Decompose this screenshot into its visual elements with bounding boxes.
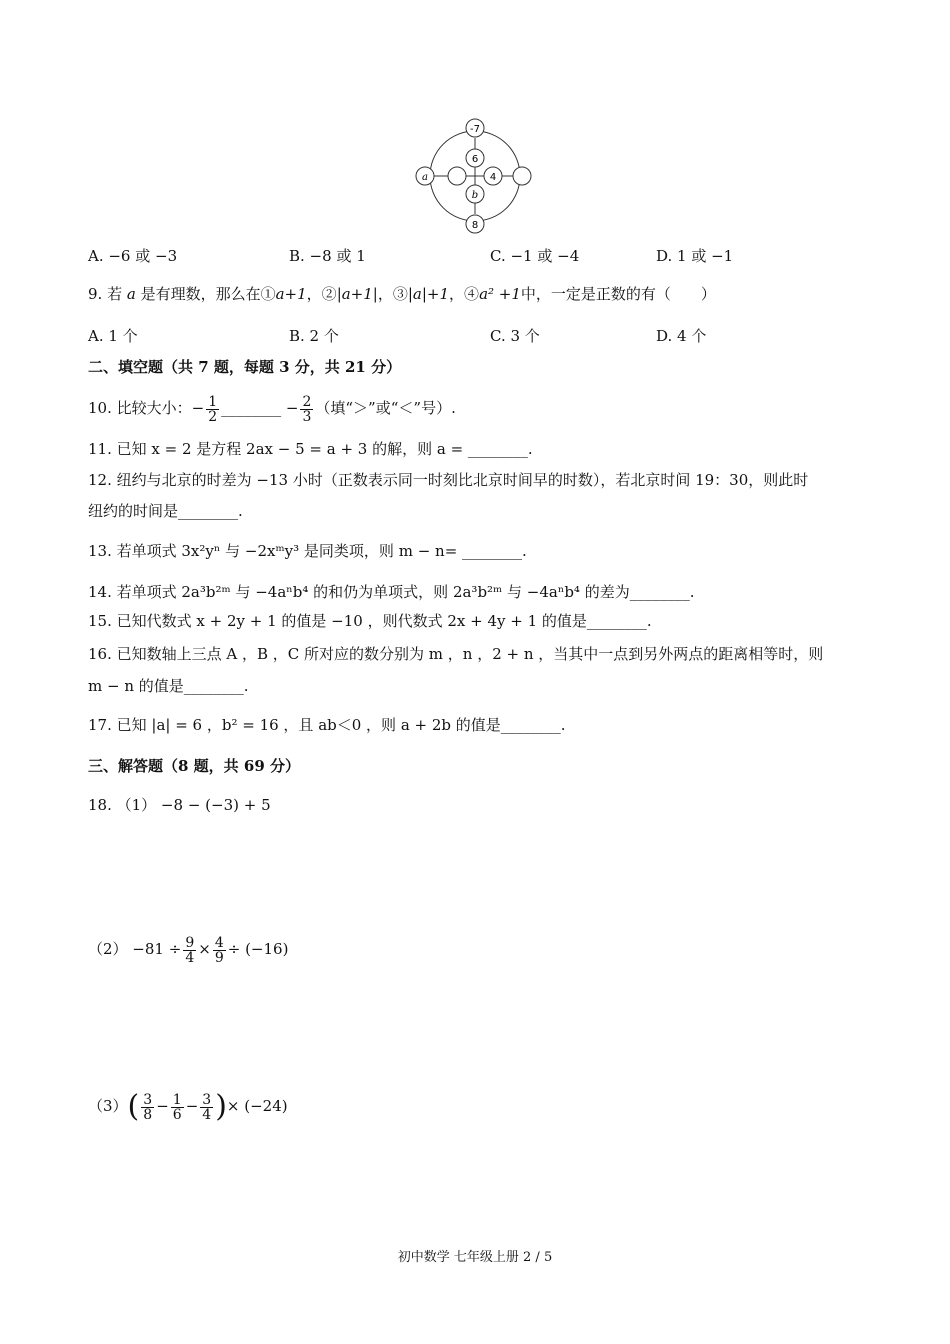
q18-2-suffix: ÷ (−16) — [227, 940, 289, 958]
q18-2-f2-denominator: 9 — [214, 949, 224, 966]
figure-center-label: b — [471, 190, 479, 201]
q9-option-c: C. 3 个 — [490, 327, 540, 345]
q9-sep-2: ，③ — [377, 285, 408, 303]
question-12-line-2: 纽约的时间是________. — [88, 502, 243, 520]
q18-2-f1-denominator: 4 — [185, 949, 195, 966]
q9-tail: 中，一定是正数的有（ ） — [520, 285, 716, 303]
q18-3-fraction-1 — [141, 1093, 154, 1122]
q9-expr-1: a+1 — [275, 285, 307, 303]
q18-3-minus-2: − — [185, 1097, 199, 1115]
q8-option-d: D. 1 或 −1 — [656, 247, 734, 265]
question-10 — [88, 388, 456, 428]
question-14: 14. 若单项式 2a³b²ᵐ 与 −4aⁿb⁴ 的和仍为单项式，则 2a³b²ᵐ 与 −4aⁿb⁴ 的差为________. — [88, 583, 695, 601]
q18-3-f1-denominator: 8 — [143, 1106, 153, 1123]
q18-3-fraction-3 — [200, 1093, 213, 1122]
q10-fraction-2 — [300, 395, 313, 424]
circle-figure — [412, 118, 538, 238]
q18-3-f2-numerator: 1 — [172, 1091, 182, 1108]
q9-expr-4: a² +1 — [479, 285, 521, 303]
figure-bottom-label: 8 — [471, 220, 479, 231]
q18-3-f2-denominator: 6 — [172, 1106, 182, 1123]
q18-3-fraction-2 — [171, 1093, 184, 1122]
question-18-part-2 — [88, 928, 288, 970]
question-17: 17. 已知 |a| = 6 ，b² = 16 ，且 ab＜0 ，则 a + 2b 的值是________. — [88, 716, 566, 734]
section-3-heading: 三、解答题（8 题，共 69 分） — [88, 757, 300, 775]
q10-prefix: 10. 比较大小：− — [88, 399, 205, 417]
q10-fraction-1 — [206, 395, 219, 424]
q9-expr-2: |a+1| — [336, 285, 378, 303]
figure-right-label: 4 — [489, 172, 497, 183]
page-footer: 初中数学 七年级上册 2 / 5 — [397, 1250, 553, 1265]
question-18-part-3 — [88, 1084, 288, 1128]
q18-3-f3-numerator: 3 — [202, 1091, 212, 1108]
q9-option-b: B. 2 个 — [289, 327, 339, 345]
q18-3-f1-numerator: 3 — [143, 1091, 153, 1108]
q18-3-suffix: × (−24) — [226, 1097, 288, 1115]
q8-option-c: C. −1 或 −4 — [490, 247, 580, 265]
q18-2-f2-numerator: 4 — [214, 934, 224, 951]
q10-f2-denominator: 3 — [302, 408, 312, 425]
q8-option-a: A. −6 或 −3 — [88, 247, 178, 265]
q18-2-fraction-1 — [183, 936, 196, 965]
q9-stem-a: 9. 若 — [88, 285, 123, 303]
q9-sep-3: ，④ — [449, 285, 480, 303]
q9-option-d: D. 4 个 — [656, 327, 707, 345]
q9-sep-1: ，② — [306, 285, 337, 303]
q8-option-b: B. −8 或 1 — [289, 247, 366, 265]
q18-2-times: × — [198, 940, 211, 958]
q18-3-close-paren: ) — [215, 1089, 227, 1124]
question-9 — [88, 283, 716, 305]
q18-3-open-paren: ( — [127, 1089, 140, 1124]
question-13: 13. 若单项式 3x²yⁿ 与 −2xᵐy³ 是同类项，则 m − n= ________. — [88, 542, 527, 560]
q10-f1-numerator: 1 — [208, 393, 218, 410]
q9-expr-3: |a|+1 — [407, 285, 450, 303]
q18-3-minus-1: − — [156, 1097, 169, 1115]
q18-3-prefix: （3） — [88, 1097, 128, 1115]
figure-top-label: -7 — [470, 124, 480, 135]
q18-3-f3-denominator: 4 — [202, 1106, 212, 1123]
q10-f1-denominator: 2 — [208, 408, 218, 425]
q9-stem-b: 是有理数，那么在① — [135, 285, 276, 303]
question-18-part-1: 18. （1） −8 − (−3) + 5 — [88, 796, 271, 814]
q10-f2-numerator: 2 — [302, 393, 312, 410]
question-11: 11. 已知 x = 2 是方程 2ax − 5 = a + 3 的解，则 a = ________. — [88, 440, 533, 458]
q18-2-prefix: （2） −81 ÷ — [88, 940, 182, 958]
q18-2-fraction-2 — [213, 936, 226, 965]
question-16-line-1: 16. 已知数轴上三点 A ，B ，C 所对应的数分别为 m ，n ，2 + n ，当其中一点到另外两点的距离相等时，则 — [88, 645, 824, 663]
q10-blank: ________ − — [221, 399, 299, 417]
q10-suffix: （填“＞”或“＜”号）. — [315, 399, 456, 417]
section-2-heading: 二、填空题（共 7 题，每题 3 分，共 21 分） — [88, 358, 402, 376]
q9-var: a — [126, 285, 136, 303]
question-16-line-2: m − n 的值是________. — [88, 677, 249, 695]
question-12-line-1: 12. 纽约与北京的时差为 −13 小时（正数表示同一时刻比北京时间早的时数），若北京时间 19：30，则此时 — [88, 471, 809, 489]
figure-left-label: a — [422, 172, 428, 183]
figure-inner-top-label: 6 — [471, 154, 479, 165]
q18-2-f1-numerator: 9 — [185, 934, 195, 951]
q9-option-a: A. 1 个 — [88, 327, 138, 345]
question-15: 15. 已知代数式 x + 2y + 1 的值是 −10 ，则代数式 2x + 4y + 1 的值是________. — [88, 612, 652, 630]
